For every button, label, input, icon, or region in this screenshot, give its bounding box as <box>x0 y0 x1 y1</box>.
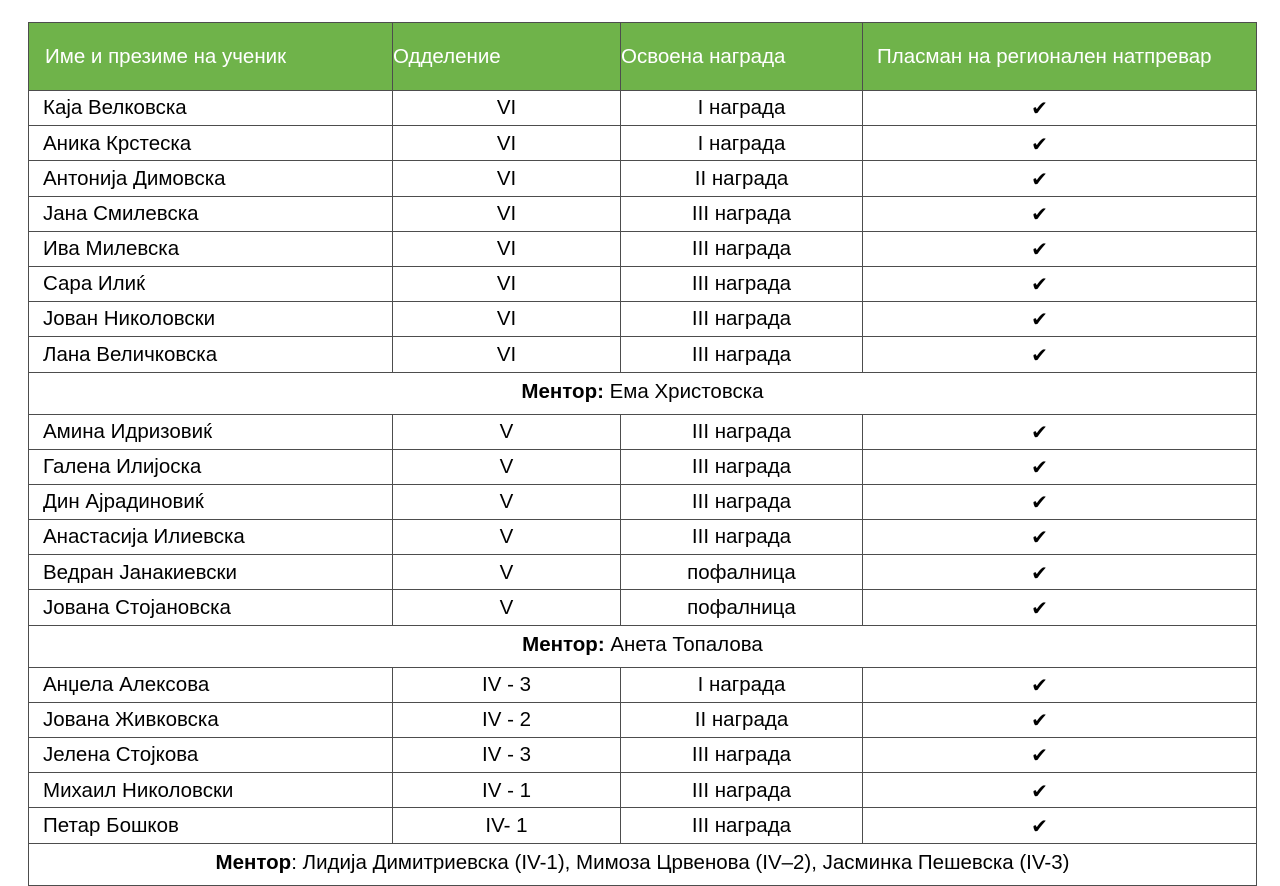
regional-placement-cell <box>863 196 1257 231</box>
check-icon: ✔ <box>1031 525 1048 550</box>
column-header-grade: Одделение <box>393 23 621 91</box>
student-name: Анџела Алексова <box>29 667 393 702</box>
table-row <box>29 808 1257 843</box>
regional-placement-cell <box>863 773 1257 808</box>
student-grade: IV - 3 <box>393 738 621 773</box>
student-name: Каја Велковска <box>29 91 393 126</box>
check-icon: ✔ <box>1031 419 1048 444</box>
table-row <box>29 126 1257 161</box>
table-row <box>29 702 1257 737</box>
student-name: Лана Величковска <box>29 337 393 372</box>
table-row <box>29 91 1257 126</box>
student-name: Ива Милевска <box>29 231 393 266</box>
student-grade: VI <box>393 91 621 126</box>
mentor-row <box>29 372 1257 414</box>
student-name: Петар Бошков <box>29 808 393 843</box>
mentor-label: Ментор: <box>521 380 604 403</box>
check-icon: ✔ <box>1031 131 1048 156</box>
regional-placement-cell <box>863 702 1257 737</box>
student-award: III награда <box>621 337 863 372</box>
mentor-name: Анета Топалова <box>604 633 763 657</box>
check-icon: ✔ <box>1031 778 1048 803</box>
regional-placement-cell <box>863 555 1257 590</box>
student-award: III награда <box>621 196 863 231</box>
column-header-region: Пласман на регионален натпревар <box>863 23 1257 91</box>
student-name: Амина Идризовиќ <box>29 414 393 449</box>
student-grade: IV - 2 <box>393 702 621 737</box>
student-award: I награда <box>621 667 863 702</box>
student-grade: VI <box>393 196 621 231</box>
check-icon: ✔ <box>1031 342 1048 367</box>
student-grade: V <box>393 555 621 590</box>
mentor-label: Ментор <box>215 851 292 875</box>
awards-table <box>28 22 1257 886</box>
table-row <box>29 738 1257 773</box>
student-name: Галена Илијоска <box>29 449 393 484</box>
table-row <box>29 590 1257 625</box>
student-grade: V <box>393 449 621 484</box>
student-grade: V <box>393 520 621 555</box>
check-icon: ✔ <box>1031 490 1048 515</box>
regional-placement-cell <box>863 738 1257 773</box>
check-icon: ✔ <box>1031 272 1048 297</box>
student-award: III награда <box>621 449 863 484</box>
student-award: II награда <box>621 702 863 737</box>
regional-placement-cell <box>863 337 1257 372</box>
table-row <box>29 231 1257 266</box>
check-icon: ✔ <box>1031 595 1048 620</box>
student-grade: IV- 1 <box>393 808 621 843</box>
student-name: Ведран Јанакиевски <box>29 555 393 590</box>
student-award: I награда <box>621 126 863 161</box>
table-row <box>29 484 1257 519</box>
check-icon: ✔ <box>1031 813 1048 838</box>
table-row <box>29 302 1257 337</box>
student-grade: VI <box>393 161 621 196</box>
check-icon: ✔ <box>1031 560 1048 585</box>
student-name: Јована Стојановска <box>29 590 393 625</box>
column-header-name: Име и презиме на ученик <box>29 23 393 91</box>
mentor-cell <box>29 843 1257 885</box>
student-name: Анастасија Илиевска <box>29 520 393 555</box>
regional-placement-cell <box>863 126 1257 161</box>
student-grade: VI <box>393 337 621 372</box>
regional-placement-cell <box>863 520 1257 555</box>
table-row <box>29 266 1257 301</box>
table-row <box>29 161 1257 196</box>
student-grade: VI <box>393 266 621 301</box>
regional-placement-cell <box>863 449 1257 484</box>
student-name: Јован Николовски <box>29 302 393 337</box>
student-award: пофалница <box>621 590 863 625</box>
student-grade: VI <box>393 231 621 266</box>
table-header <box>29 23 1257 91</box>
student-award: III награда <box>621 266 863 301</box>
regional-placement-cell <box>863 808 1257 843</box>
student-grade: IV - 1 <box>393 773 621 808</box>
student-award: пофалница <box>621 555 863 590</box>
header-row <box>29 23 1257 91</box>
regional-placement-cell <box>863 91 1257 126</box>
student-award: II награда <box>621 161 863 196</box>
student-grade: V <box>393 590 621 625</box>
regional-placement-cell <box>863 590 1257 625</box>
student-grade: V <box>393 484 621 519</box>
mentor-row <box>29 843 1257 885</box>
regional-placement-cell <box>863 161 1257 196</box>
student-name: Јелена Стојкова <box>29 738 393 773</box>
table-row <box>29 773 1257 808</box>
student-name: Аника Крстеска <box>29 126 393 161</box>
table-row <box>29 520 1257 555</box>
student-grade: V <box>393 414 621 449</box>
table-row <box>29 337 1257 372</box>
student-name: Антонија Димовска <box>29 161 393 196</box>
regional-placement-cell <box>863 484 1257 519</box>
regional-placement-cell <box>863 414 1257 449</box>
regional-placement-cell <box>863 302 1257 337</box>
student-award: III награда <box>621 302 863 337</box>
student-award: III награда <box>621 414 863 449</box>
student-award: III награда <box>621 773 863 808</box>
student-award: III награда <box>621 738 863 773</box>
regional-placement-cell <box>863 231 1257 266</box>
mentor-label: Ментор: <box>522 633 605 657</box>
check-icon: ✔ <box>1031 708 1048 733</box>
check-icon: ✔ <box>1031 307 1048 332</box>
student-name: Сара Илиќ <box>29 266 393 301</box>
mentor-name: : Лидија Димитриевска (IV-1), Мимоза Црвенова (IV–2), Јасминка Пешевска (IV-3) <box>291 851 1070 875</box>
student-award: III награда <box>621 808 863 843</box>
check-icon: ✔ <box>1031 672 1048 697</box>
check-icon: ✔ <box>1031 201 1048 226</box>
check-icon: ✔ <box>1031 237 1048 262</box>
check-icon: ✔ <box>1031 455 1048 479</box>
student-grade: VI <box>393 126 621 161</box>
student-grade: VI <box>393 302 621 337</box>
table-row <box>29 555 1257 590</box>
mentor-name: Ема Христовска <box>603 380 764 403</box>
student-award: III награда <box>621 484 863 519</box>
table-row <box>29 196 1257 231</box>
student-name: Дин Ајрадиновиќ <box>29 484 393 519</box>
student-award: I награда <box>621 91 863 126</box>
mentor-row <box>29 625 1257 667</box>
student-name: Јана Смилевска <box>29 196 393 231</box>
student-award: III награда <box>621 231 863 266</box>
student-grade: IV - 3 <box>393 667 621 702</box>
regional-placement-cell <box>863 266 1257 301</box>
check-icon: ✔ <box>1031 743 1048 768</box>
student-name: Михаил Николовски <box>29 773 393 808</box>
regional-placement-cell <box>863 667 1257 702</box>
check-icon: ✔ <box>1031 96 1048 121</box>
student-name: Јована Живковска <box>29 702 393 737</box>
column-header-award: Освоена награда <box>621 23 863 91</box>
table-row <box>29 414 1257 449</box>
mentor-cell <box>29 625 1257 667</box>
table-body <box>29 91 1257 886</box>
check-icon: ✔ <box>1031 166 1048 191</box>
student-award: III награда <box>621 520 863 555</box>
table-row <box>29 449 1257 484</box>
mentor-cell <box>29 372 1257 414</box>
table-row <box>29 667 1257 702</box>
